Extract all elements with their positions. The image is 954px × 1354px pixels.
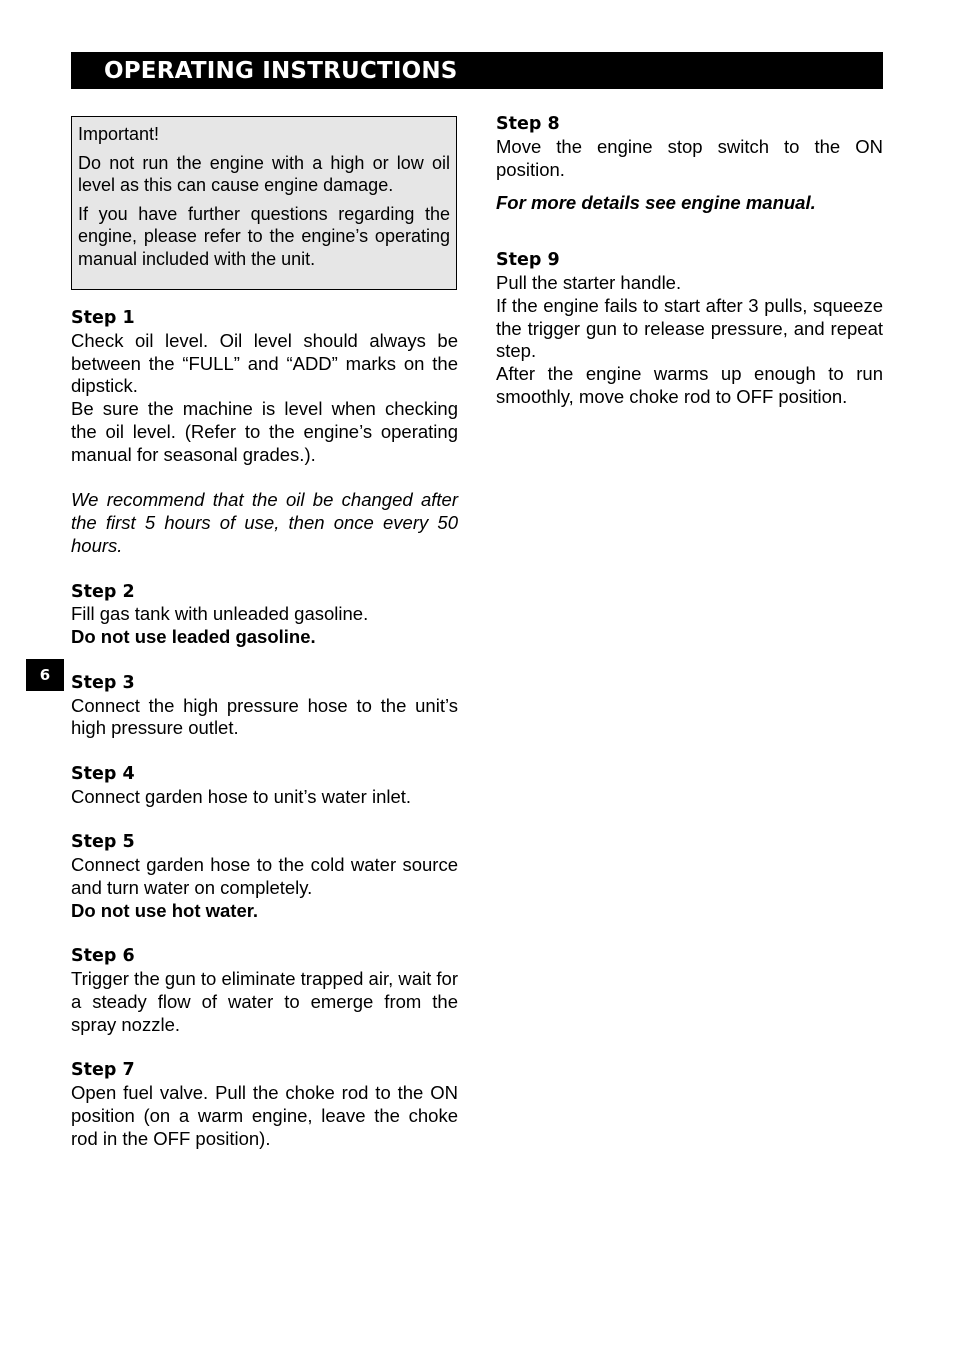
step-title: Step 7 [71, 1060, 135, 1081]
step-text: Check oil level. Oil level should always be between the “FULL” and “ADD” marks on the dipstick. [71, 329, 458, 397]
notice-paragraph: If you have further questions regarding the engine, please refer to the engine’s operating manual included with the unit. [78, 203, 450, 269]
step-text: Connect garden hose to the cold water source and turn water on completely. [71, 854, 458, 898]
step-title: Step 8 [496, 114, 560, 134]
step-5 [71, 831, 458, 922]
important-notice-box [71, 116, 457, 290]
step-4 [71, 763, 458, 809]
step-warning: Do not use hot water. [71, 899, 259, 921]
section-header-bar [71, 52, 883, 89]
step-text: Move the engine stop switch to the ON position. [496, 135, 883, 180]
engine-manual-note: For more details see engine manual. [496, 192, 816, 214]
step-warning: Do not use leaded gasoline. [71, 626, 316, 648]
step-text: Connect garden hose to unit’s water inlet. [71, 785, 412, 807]
step-1 [71, 307, 458, 467]
page-number-tab: 6 [26, 659, 64, 691]
step-text: Fill gas tank with unleaded gasoline. [71, 603, 369, 625]
step-2 [71, 581, 458, 649]
step-title: Step 1 [71, 308, 135, 328]
step-title: Step 3 [71, 672, 135, 693]
step-6 [71, 945, 458, 1036]
step-title: Step 9 [496, 250, 560, 271]
step-title: Step 4 [71, 763, 135, 784]
step-text: Be sure the machine is level when checking the oil level. (Refer to the engine’s operating manual for seasonal grades.). [71, 398, 458, 465]
step-title: Step 6 [71, 946, 135, 967]
notice-title: Important! [78, 124, 160, 144]
oil-change-note: We recommend that the oil be changed after the first 5 hours of use, then once every 50 hours. [71, 489, 458, 556]
step-9 [496, 249, 883, 409]
step-text: Open fuel valve. Pull the choke rod to the ON position (on a warm engine, leave the choke rod in the OFF position). [71, 1082, 458, 1149]
section-title: OPERATING INSTRUCTIONS [104, 58, 458, 84]
step-3 [71, 672, 458, 740]
step-text: Pull the starter handle. [496, 271, 682, 293]
step-title: Step 5 [71, 832, 135, 853]
step-text: Connect the high pressure hose to the unit’s high pressure outlet. [71, 694, 458, 739]
notice-paragraph: Do not run the engine with a high or low oil level as this can cause engine damage. [78, 152, 450, 196]
right-column [496, 113, 883, 432]
step-text: If the engine fails to start after 3 pulls, squeeze the trigger gun to release pressure, and repeat step. [496, 294, 883, 362]
step-title: Step 2 [71, 581, 135, 602]
step-8 [496, 113, 883, 181]
left-column [71, 307, 458, 1173]
step-7 [71, 1059, 458, 1150]
step-text: After the engine warms up enough to run smoothly, move choke rod to OFF position. [496, 363, 883, 407]
step-text: Trigger the gun to eliminate trapped air, wait for a steady flow of water to emerge from the spray nozzle. [71, 968, 458, 1035]
